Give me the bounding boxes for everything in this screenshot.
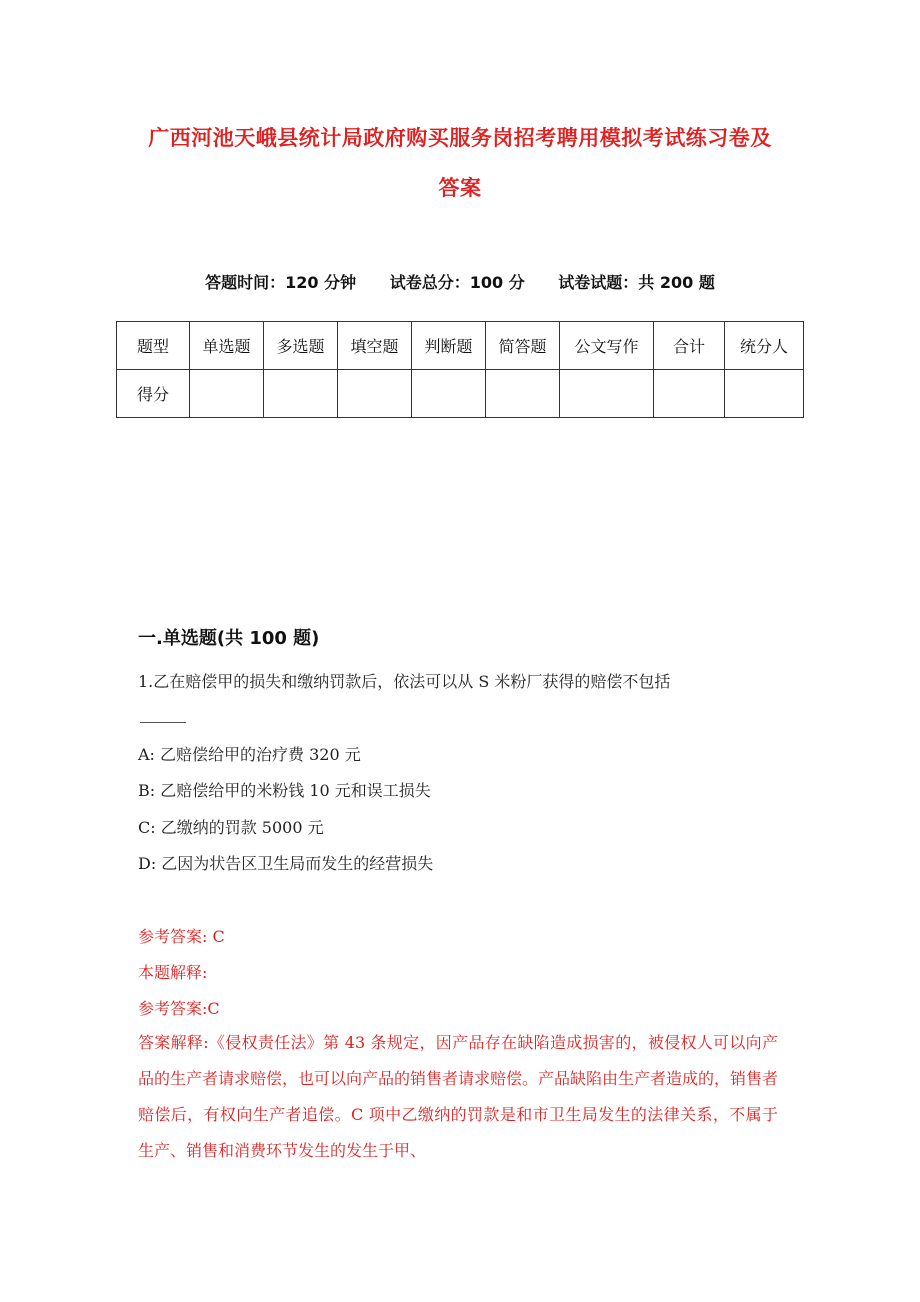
score-header-cell: 简答题: [486, 322, 560, 370]
section-heading: 一.单选题(共 100 题): [138, 628, 320, 649]
exam-total-score: 试卷总分：100 分: [389, 273, 525, 292]
question-stem: 1.乙在赔偿甲的损失和缴纳罚款后，依法可以从 S 米粉厂获得的赔偿不包括: [138, 672, 671, 691]
reference-answer: 参考答案: C: [138, 927, 225, 946]
answer-blank-line: [140, 722, 186, 723]
score-table: [116, 321, 804, 418]
exam-time: 答题时间：120 分钟: [205, 273, 357, 292]
score-header-cell: 题型: [117, 322, 190, 370]
score-row-label: 得分: [117, 370, 190, 418]
exam-meta: [0, 270, 920, 293]
score-header-cell: 单选题: [190, 322, 264, 370]
score-cell: [338, 370, 412, 418]
score-cell: [486, 370, 560, 418]
score-cell: [412, 370, 486, 418]
explanation-label: 本题解释:: [138, 963, 208, 982]
score-header-cell: 多选题: [264, 322, 338, 370]
score-table-score-row: [117, 370, 804, 418]
option-c: C: 乙缴纳的罚款 5000 元: [138, 818, 324, 837]
document-title-line1: 广西河池天峨县统计局政府购买服务岗招考聘用模拟考试练习卷及: [148, 126, 772, 150]
score-cell: [654, 370, 725, 418]
score-cell: [560, 370, 654, 418]
exam-question-count: 试卷试题：共 200 题: [558, 273, 715, 292]
reference-answer-repeat: 参考答案:C: [138, 999, 220, 1018]
option-b: B: 乙赔偿给甲的米粉钱 10 元和误工损失: [138, 781, 431, 800]
score-header-cell: 合计: [654, 322, 725, 370]
document-title-line2: 答案: [438, 176, 482, 200]
score-table-header-row: [117, 322, 804, 370]
score-cell: [190, 370, 264, 418]
score-header-cell: 判断题: [412, 322, 486, 370]
option-d: D: 乙因为状告区卫生局而发生的经营损失: [138, 854, 434, 873]
score-cell: [264, 370, 338, 418]
option-a: A: 乙赔偿给甲的治疗费 320 元: [138, 745, 361, 764]
answer-explanation: 答案解释:《侵权责任法》第 43 条规定，因产品存在缺陷造成损害的，被侵权人可以向产品的生产者请求赔偿，也可以向产品的销售者请求赔偿。产品缺陷由生产者造成的，销售者赔偿后，有权向生产者追偿。C 项中乙缴纳的罚款是和市卫生局发生的法律关系，不属于生产、销售和消费环节发生的发生于甲、: [138, 1033, 779, 1160]
score-cell: [725, 370, 804, 418]
score-header-cell: 填空题: [338, 322, 412, 370]
score-header-cell: 公文写作: [560, 322, 654, 370]
score-header-cell: 统分人: [725, 322, 804, 370]
